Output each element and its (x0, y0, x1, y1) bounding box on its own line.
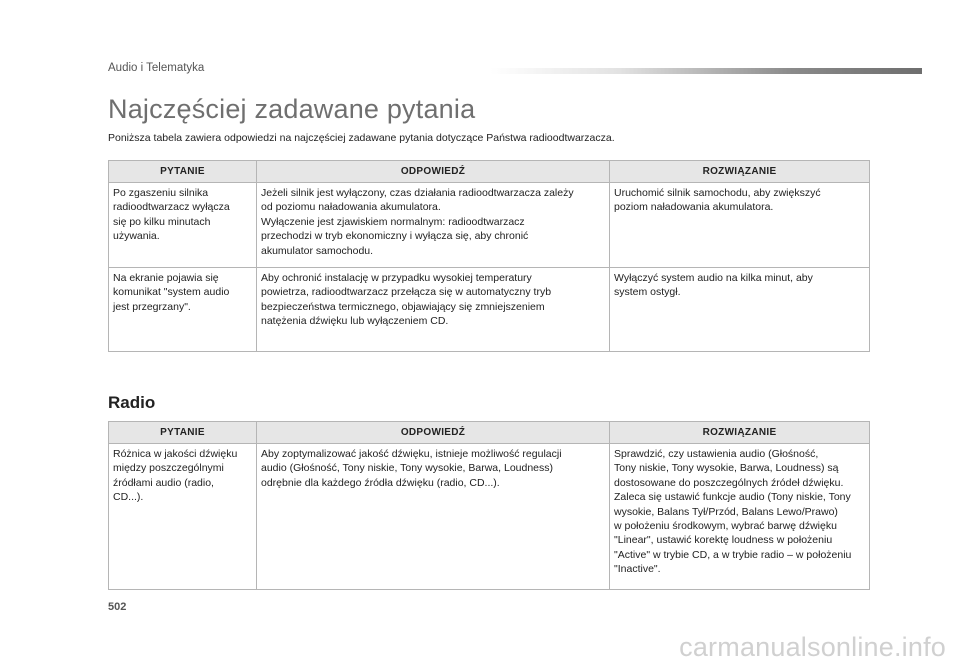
faq-table-radio (108, 421, 870, 590)
running-head: Audio i Telematyka (108, 62, 205, 74)
solution-cell: Sprawdzić, czy ustawienia audio (Głośność, Tony niskie, Tony wysokie, Barwa, Loudness) są dostosowane do poszczególnych źródeł dźwięku. Zaleca się ustawić funkcje audio (Tony niskie, Tony wysokie, Balans Tył/Przód, Balans Lewo/Prawo) w położeniu środkowym, wybrać barwę dźwięku "Linear", ustawić korektę loudness w położeniu "Active" w trybie CD, a w trybie radio – w położeniu "Inactive". (610, 444, 870, 590)
header-rule (490, 68, 922, 74)
answer-cell: Jeżeli silnik jest wyłączony, czas działania radioodtwarzacza zależy od poziomu naładowania akumulatora. Wyłączenie jest zjawiskiem normalnym: radioodtwarzacz przechodzi w tryb ekonomiczny i wyłącza się, aby chronić akumulator samochodu. (257, 183, 610, 268)
watermark: carmanualsonline.info (679, 632, 946, 662)
question-cell: Po zgaszeniu silnika radioodtwarzacz wyłącza się po kilku minutach używania. (109, 183, 257, 268)
column-header-question: PYTANIE (109, 422, 257, 444)
column-header-answer: ODPOWIEDŹ (257, 161, 610, 183)
solution-cell: Uruchomić silnik samochodu, aby zwiększyć poziom naładowania akumulatora. (610, 183, 870, 268)
column-header-solution: ROZWIĄZANIE (610, 422, 870, 444)
column-header-solution: ROZWIĄZANIE (610, 161, 870, 183)
question-cell: Różnica w jakości dźwięku między poszczególnymi źródłami audio (radio, CD...). (109, 444, 257, 590)
intro-text: Poniższa tabela zawiera odpowiedzi na najczęściej zadawane pytania dotyczące Państwa radioodtwarzacza. (108, 132, 615, 144)
section-title-radio: Radio (108, 393, 156, 412)
column-header-question: PYTANIE (109, 161, 257, 183)
page-number: 502 (108, 601, 127, 613)
table-row (109, 444, 870, 590)
table-row (109, 183, 870, 268)
answer-cell: Aby ochronić instalację w przypadku wysokiej temperatury powietrza, radioodtwarzacz przełącza się w automatyczny tryb bezpieczeństwa termicznego, objawiający się zmniejszeniem natężenia dźwięku lub wyłączeniem CD. (257, 268, 610, 352)
question-cell: Na ekranie pojawia się komunikat "system audio jest przegrzany". (109, 268, 257, 352)
solution-cell: Wyłączyć system audio na kilka minut, aby system ostygł. (610, 268, 870, 352)
answer-cell: Aby zoptymalizować jakość dźwięku, istnieje możliwość regulacji audio (Głośność, Tony niskie, Tony wysokie, Barwa, Loudness) odrębnie dla każdego źródła dźwięku (radio, CD...). (257, 444, 610, 590)
page-title: Najczęściej zadawane pytania (108, 94, 476, 124)
column-header-answer: ODPOWIEDŹ (257, 422, 610, 444)
table-header-row (109, 422, 870, 444)
table-header-row (109, 161, 870, 183)
faq-table-general (108, 160, 870, 352)
table-row (109, 268, 870, 352)
